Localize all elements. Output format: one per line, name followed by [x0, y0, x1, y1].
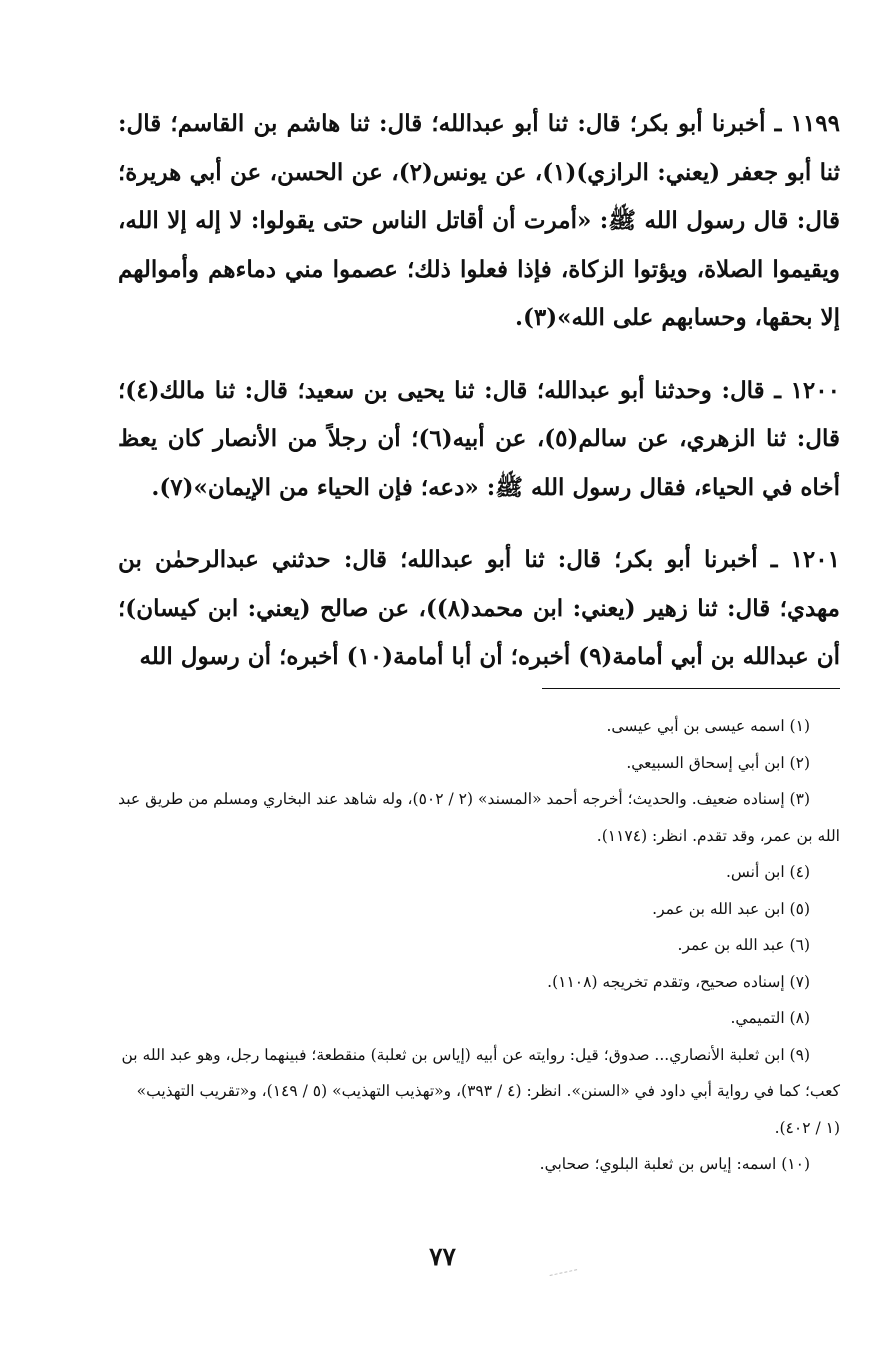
scan-mark — [550, 1269, 579, 1282]
footnote-1: (١) اسمه عيسى بن أبي عيسى. — [606, 717, 810, 735]
footnotes — [118, 708, 840, 1183]
hadith-1200: ١٢٠٠ ـ قال: وحدثنا أبو عبدالله؛ قال: ثنا يحيى بن سعيد؛ قال: ثنا مالك(٤)؛ قال: ثنا الزهري، عن سالم(٥)، عن أبيه(٦)؛ أن رجلاً من الأنصار كان يعظ أخاه في الحياء، فقال رسول الله ﷺ: «دعه؛ فإن الحياء من الإيمان»(٧). — [118, 376, 841, 501]
main-text — [118, 100, 840, 682]
page-number: ٧٧ — [429, 1242, 456, 1271]
footnote-2: (٢) ابن أبي إسحاق السبيعي. — [626, 753, 810, 772]
footnote-4: (٤) ابن أنس. — [725, 863, 810, 881]
hadith-1201: ١٢٠١ ـ أخبرنا أبو بكر؛ قال: ثنا أبو عبدالله؛ قال: حدثني عبدالرحمٰن بن مهدي؛ قال: ثنا زهير (يعني: ابن محمد(٨))، عن صالح (يعني: ابن كيسان)؛ أن عبدالله بن أبي أمامة(٩) أخبره؛ أن أبا أمامة(١٠) أخبره؛ أن رسول الله — [118, 546, 840, 670]
hadith-1199: ١١٩٩ ـ أخبرنا أبو بكر؛ قال: ثنا أبو عبدالله؛ قال: ثنا هاشم بن القاسم؛ قال: ثنا أبو جعفر (يعني: الرازي)(١)، عن يونس(٢)، عن الحسن، عن أبي هريرة؛ قال: قال رسول الله ﷺ: «أمرت أن أقاتل الناس حتى يقولوا: لا إله إلا الله، ويقيموا الصلاة، ويؤتوا الزكاة، فإذا فعلوا ذلك؛ عصموا مني دماءهم وأموالهم إلا بحقها، وحسابهم على الله»(٣). — [118, 110, 840, 331]
footnote-6: (٦) عبد الله بن عمر. — [677, 936, 810, 954]
footnote-8: (٨) التميمي. — [730, 1009, 810, 1027]
footnote-7: (٧) إسناده صحيح، وتقدم تخريجه (١١٠٨). — [547, 972, 810, 991]
footnote-5: (٥) ابن عبد الله بن عمر. — [652, 899, 810, 918]
footnote-3: (٣) إسناده ضعيف. والحديث؛ أخرجه أحمد «المسند» (٢ / ٥٠٢)، وله شاهد عند البخاري ومسلم من طريق عبد الله بن عمر، وقد تقدم. انظر: (١١٧٤). — [118, 790, 840, 845]
footnote-10: (١٠) اسمه: إياس بن ثعلبة البلوي؛ صحابي. — [539, 1155, 810, 1173]
footnote-separator — [542, 688, 840, 689]
footnote-9: (٩) ابن ثعلبة الأنصاري... صدوق؛ قيل: روايته عن أبيه (إياس بن ثعلبة) منقطعة؛ فبينهما رجل، وهو عبد الله بن كعب؛ كما في رواية أبي داود في «السنن». انظر: (٤ / ٣٩٣)، و«تهذيب التهذيب» (٥ / ١٤٩)، و«تقريب التهذيب» (١ / ٤٠٢). — [121, 1045, 840, 1137]
